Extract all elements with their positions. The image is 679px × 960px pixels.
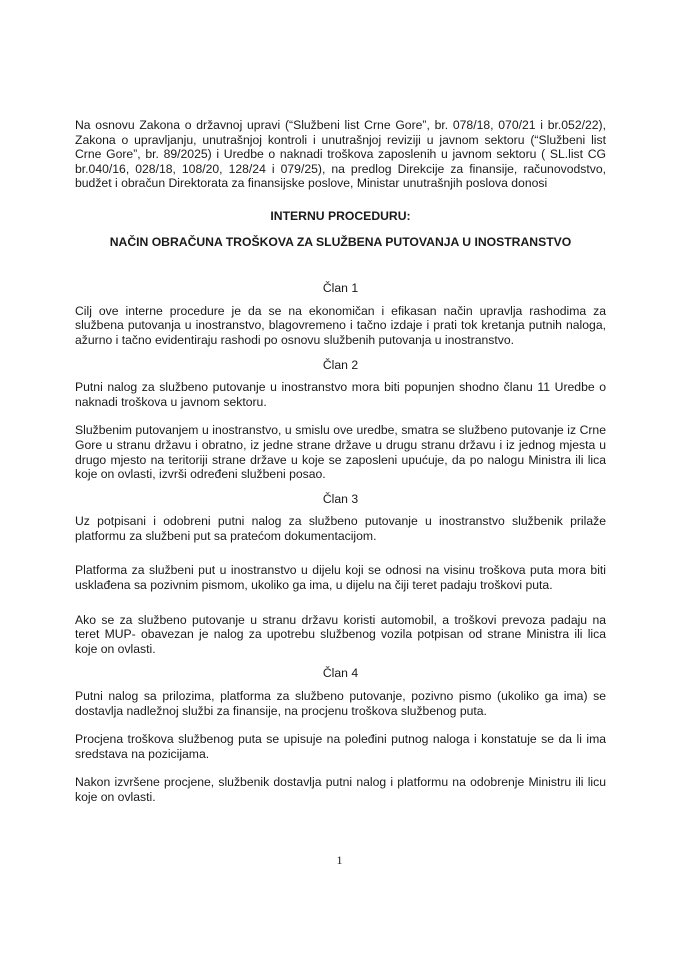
article-paragraph: Cilj ove interne procedure je da se na ekonomičan i efikasan način upravlja rashodima za službena putovanja u inostranstvo, blagovremeno i tačno izdaje i prati tok kretanja putnih naloga, ažurno i tačno evidentiraju rashodi po osnovu službenih putovanja u inostranstvo. <box>75 303 606 347</box>
document-body <box>75 118 606 805</box>
article-paragraph: Uz potpisani i odobreni putni nalog za službeno putovanje u inostranstvo službenik prilaže platformu za službeni put sa pratećom dokumentacijom. <box>75 514 606 543</box>
article-paragraph: Službenim putovanjem u inostranstvo, u smislu ove uredbe, smatra se službeno putovanje iz Crne Gore u stranu državu i obratno, iz jedne strane države u drugu stranu državu i iz jednog mjesta u drugo mjesto na teritoriji strane države u koje se zaposleni upućuje, da po nalogu Ministra ili lica koje on ovlasti, izvrši određeni službeni posao. <box>75 423 606 482</box>
article-paragraph: Procjena troškova službenog puta se upisuje na poleđini putnog naloga i konstatuje se da li ima sredstava na pozicijama. <box>75 732 606 761</box>
article-paragraph: Ako se za službeno putovanje u stranu državu koristi automobil, a troškovi prevoza padaju na teret MUP- obavezan je nalog za upotrebu službenog vozila potpisan od strane Ministra ili lica koje on ovlasti. <box>75 612 606 656</box>
article-4 <box>75 666 606 804</box>
article-heading: Član 2 <box>322 357 359 372</box>
document-title: INTERNU PROCEDURU: <box>270 208 411 223</box>
article-paragraph: Putni nalog sa prilozima, platforma za službeno putovanje, pozivno pismo (ukoliko ga ima) se dostavlja nadležnoj službi za finansije, na procjenu troškova službenog puta. <box>75 689 606 718</box>
article-heading: Član 4 <box>322 666 359 681</box>
article-3 <box>75 492 606 657</box>
article-paragraph: Putni nalog za službeno putovanje u inostranstvo mora biti popunjen shodno članu 11 Uredbe o naknadi troškova u javnom sektoru. <box>75 380 606 409</box>
article-paragraph: Platforma za službeni put u inostranstvo u dijelu koji se odnosi na visinu troškova puta mora biti usklađena sa pozivnim pismom, ukoliko ga ima, u dijelu na čiji teret padaju troškovi puta. <box>75 563 606 593</box>
article-2 <box>75 358 606 482</box>
article-heading: Član 1 <box>322 281 359 296</box>
article-1 <box>75 281 606 347</box>
preamble: Na osnovu Zakona o državnoj upravi (“Službeni list Crne Gore”, br. 078/18, 070/21 i br.052/22), Zakona o upravljanju, unutrašnjoj kontroli i unutrašnjoj reviziji u javnom sektoru (“Službeni list Crne Gore”, br. 89/2025) i Uredbe o naknadi troškova zaposlenih u javnom sektoru ( SL.list CG br.040/16, 028/18, 108/20, 128/24 i 079/25), na predlog Direkcije za finansije, računovodstvo, budžet i obračun Direktorata za finansijske poslove, Ministar unutrašnjih poslova donosi <box>75 118 606 191</box>
article-heading: Član 3 <box>322 491 359 506</box>
article-paragraph: Nakon izvršene procjene, službenik dostavlja putni nalog i platformu na odobrenje Ministru ili licu koje on ovlasti. <box>75 775 606 804</box>
page-number: 1 <box>336 853 343 867</box>
document-subtitle: NAČIN OBRAČUNA TROŠKOVA ZA SLUŽBENA PUTOVANJA U INOSTRANSTVO <box>109 234 572 249</box>
